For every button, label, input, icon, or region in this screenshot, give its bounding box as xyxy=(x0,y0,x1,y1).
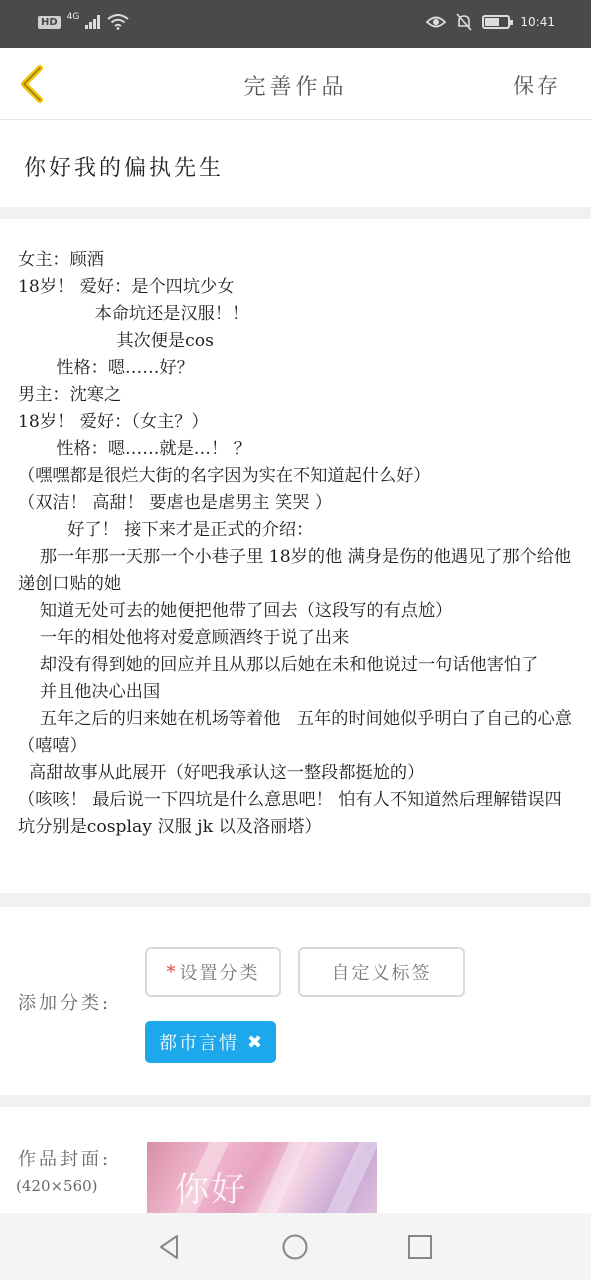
status-bar xyxy=(0,0,591,48)
section-divider xyxy=(0,207,591,219)
cover-section xyxy=(0,1107,591,1213)
work-title-input[interactable]: 你好我的偏执先生 xyxy=(24,156,225,181)
category-section xyxy=(0,907,591,1095)
top-navbar xyxy=(0,48,591,120)
work-intro-section[interactable] xyxy=(0,219,591,893)
battery-icon xyxy=(482,15,510,29)
battery-level xyxy=(485,18,498,26)
eye-icon xyxy=(426,15,446,29)
cover-image-text: 你好 xyxy=(175,1170,247,1210)
section-divider xyxy=(0,893,591,907)
selected-tag-label: 都市言情 xyxy=(159,1033,239,1054)
hd-badge: HD xyxy=(38,16,61,29)
square-recent-icon[interactable] xyxy=(406,1233,434,1261)
status-time: 10:41 xyxy=(520,15,555,29)
cover-decoration xyxy=(308,1142,377,1213)
category-label: 添加分类: xyxy=(18,993,112,1014)
circle-home-icon[interactable] xyxy=(281,1233,309,1261)
status-right xyxy=(426,13,555,31)
work-intro-textarea[interactable]: 女主：顾酒 18岁！ 爱好：是个四坑少女 本命坑还是汉服！！ 其次便是cos 性格：嗯……好？ 男主：沈寒之 18岁！ 爱好：（女主？） 性格：嗯……就是…！ ？ （嘿嘿都是很烂大街的名字因为实在不知道起什么好） （双洁！ 高甜！ 要虐也是虐男主 笑哭 ） 好了！ 接下来才是正式的介绍： 那一年那一天那一个小巷子里 18岁的他 满身是伤的他遇见了那个给他递创口贴的她 知道无处可去的她便把他带了回去（这段写的有点尬） 一年的相处他将对爱意顾酒终于说了出来 却没有得到她的回应并且从那以后她在未和他说过一句话他害怕了 并且他决心出国 五年之后的归来她在机场等着他 五年的时间她似乎明白了自己的心意（嘻嘻） 高甜故事从此展开（好吧我承认这一整段都挺尬的） （咳咳！ 最后说一下四坑是什么意思吧！ 怕有人不知道然后理解错误四坑分别是cosplay 汉服 jk 以及洛丽塔） xyxy=(18,250,572,837)
mute-bell-icon xyxy=(456,13,472,31)
custom-tag-button[interactable] xyxy=(298,947,465,997)
wifi-icon xyxy=(107,14,129,30)
section-divider xyxy=(0,1095,591,1107)
triangle-back-icon[interactable] xyxy=(155,1233,183,1261)
cover-label: 作品封面: xyxy=(18,1149,112,1170)
cover-image[interactable] xyxy=(147,1142,377,1213)
selected-tag xyxy=(145,1021,276,1063)
page-title: 完善作品 xyxy=(243,75,348,100)
set-category-label: 设置分类 xyxy=(179,963,260,984)
system-nav-bar xyxy=(0,1213,591,1280)
set-category-button[interactable] xyxy=(145,947,281,997)
network-type: 4G xyxy=(66,12,80,22)
cover-decoration xyxy=(238,1142,313,1213)
work-title-row[interactable] xyxy=(0,121,591,207)
save-button[interactable]: 保存 xyxy=(513,74,561,98)
close-icon[interactable]: ✖ xyxy=(247,1031,265,1053)
cover-size-hint: (420×560) xyxy=(16,1177,98,1195)
signal-icon xyxy=(85,15,101,29)
required-mark: * xyxy=(166,961,178,983)
status-left xyxy=(38,14,129,30)
custom-tag-label: 自定义标签 xyxy=(331,963,432,984)
